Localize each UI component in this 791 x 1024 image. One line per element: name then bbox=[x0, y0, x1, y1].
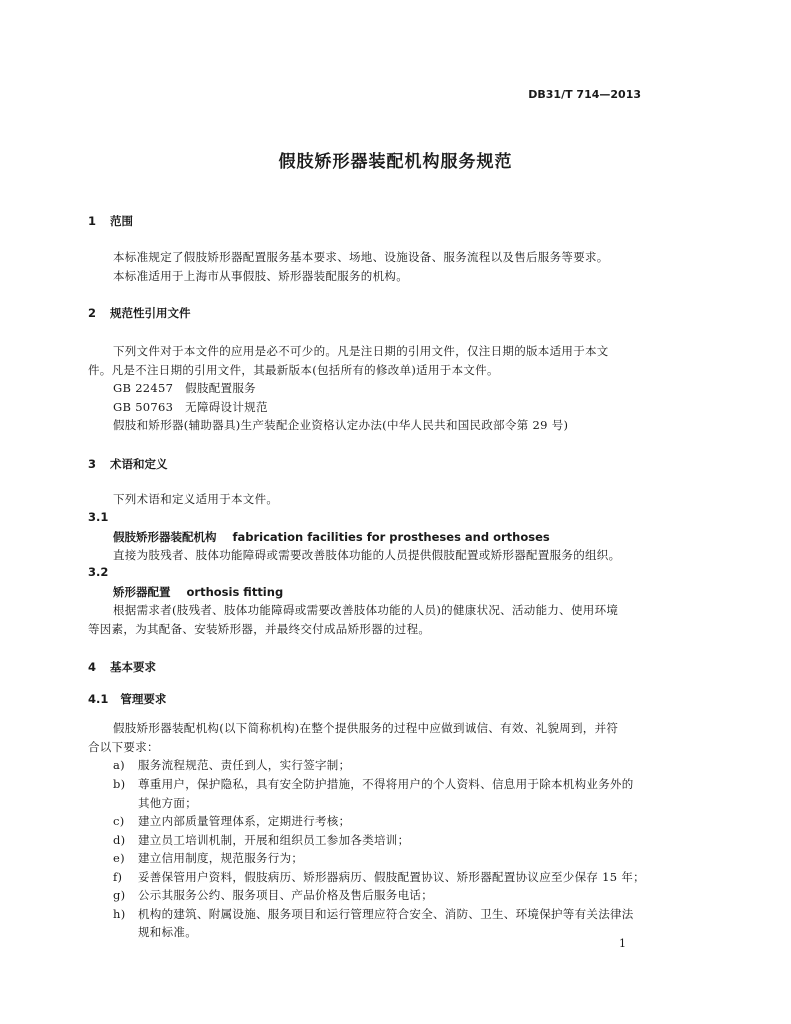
subsection-heading bbox=[88, 691, 166, 707]
list-label: f) bbox=[113, 870, 123, 884]
section-number: 1 bbox=[88, 214, 97, 228]
paragraph-continuation: 合以下要求： bbox=[88, 740, 159, 754]
list-item bbox=[113, 776, 634, 792]
list-item-continuation: 规和标准。 bbox=[138, 925, 197, 939]
term-en: orthosis fitting bbox=[186, 585, 284, 599]
term-heading bbox=[113, 529, 550, 545]
term-heading bbox=[113, 584, 283, 600]
term-zh: 矫形器配置 bbox=[113, 585, 171, 599]
page-number: 1 bbox=[619, 937, 626, 950]
paragraph: 下列文件对于本文件的应用是必不可少的。凡是注日期的引用文件，仅注日期的版本适用于本文 bbox=[113, 344, 609, 358]
section-number: 3 bbox=[88, 457, 97, 471]
paragraph: 本标准适用于上海市从事假肢、矫形器装配服务的机构。 bbox=[113, 269, 408, 283]
term-en: fabrication facilities for prostheses and orthoses bbox=[232, 530, 550, 544]
list-item bbox=[113, 887, 433, 903]
list-item-continuation: 其他方面； bbox=[138, 796, 197, 810]
list-item bbox=[113, 757, 350, 773]
term-zh: 假肢矫形器装配机构 bbox=[113, 530, 217, 544]
section-title: 基本要求 bbox=[110, 660, 156, 674]
list-text: 公示其服务公约、服务项目、产品价格及售后服务电话； bbox=[138, 888, 433, 902]
document-title: 假肢矫形器装配机构服务规范 bbox=[278, 152, 513, 172]
reference-name: 假肢配置服务 bbox=[185, 381, 256, 395]
list-item bbox=[113, 832, 409, 848]
reference-item: 假肢和矫形器(辅助器具)生产装配企业资格认定办法(中华人民共和国民政部令第 29 号) bbox=[113, 418, 569, 432]
list-text: 建立内部质量管理体系，定期进行考核； bbox=[138, 814, 351, 828]
list-label: a) bbox=[113, 758, 125, 772]
list-label: e) bbox=[113, 851, 125, 865]
list-item bbox=[113, 813, 350, 829]
subsection-number: 4.1 bbox=[88, 692, 109, 706]
reference-code: GB 50763 bbox=[113, 400, 174, 414]
list-text: 服务流程规范、责任到人，实行签字制； bbox=[138, 758, 351, 772]
reference-item bbox=[113, 380, 256, 396]
section-number: 2 bbox=[88, 306, 97, 320]
section-3-heading bbox=[88, 456, 168, 472]
list-label: c) bbox=[113, 814, 125, 828]
paragraph: 下列术语和定义适用于本文件。 bbox=[113, 492, 279, 506]
section-4-heading bbox=[88, 659, 156, 675]
section-number: 4 bbox=[88, 660, 97, 674]
subsection-title: 管理要求 bbox=[120, 692, 167, 706]
reference-name: 无障碍设计规范 bbox=[185, 400, 268, 414]
term-definition: 根据需求者(肢残者、肢体功能障碍或需要改善肢体功能的人员)的健康状况、活动能力、使用环境 bbox=[113, 603, 619, 617]
paragraph-continuation: 件。凡是不注日期的引用文件，其最新版本(包括所有的修改单)适用于本文件。 bbox=[88, 363, 499, 377]
section-2-heading bbox=[88, 305, 191, 321]
reference-item bbox=[113, 399, 268, 415]
list-label: b) bbox=[113, 777, 126, 791]
list-label: g) bbox=[113, 888, 126, 902]
section-title: 范围 bbox=[110, 214, 133, 228]
list-text: 建立员工培训机制，开展和组织员工参加各类培训； bbox=[138, 833, 410, 847]
standard-code: DB31/T 714—2013 bbox=[528, 88, 641, 101]
list-label: h) bbox=[113, 907, 126, 921]
list-item bbox=[113, 850, 303, 866]
paragraph: 本标准规定了假肢矫形器配置服务基本要求、场地、设施设备、服务流程以及售后服务等要求。 bbox=[113, 250, 609, 264]
section-1-heading bbox=[88, 213, 133, 229]
list-item bbox=[113, 906, 634, 922]
list-label: d) bbox=[113, 833, 126, 847]
list-text: 建立信用制度，规范服务行为； bbox=[138, 851, 304, 865]
term-definition-continuation: 等因素，为其配备、安装矫形器，并最终交付成品矫形器的过程。 bbox=[88, 622, 431, 636]
list-text: 机构的建筑、附属设施、服务项目和运行管理应符合安全、消防、卫生、环境保护等有关法律法 bbox=[138, 907, 634, 921]
section-title: 术语和定义 bbox=[110, 457, 168, 471]
list-item bbox=[113, 869, 645, 885]
list-text: 尊重用户，保护隐私，具有安全防护措施，不得将用户的个人资料、信息用于除本机构业务外的 bbox=[138, 777, 634, 791]
section-title: 规范性引用文件 bbox=[110, 306, 191, 320]
term-number: 3.2 bbox=[88, 565, 109, 579]
reference-code: GB 22457 bbox=[113, 381, 174, 395]
paragraph: 假肢矫形器装配机构(以下简称机构)在整个提供服务的过程中应做到诚信、有效、礼貌周到，并符 bbox=[113, 721, 619, 735]
list-text: 妥善保管用户资料，假肢病历、矫形器病历、假肢配置协议、矫形器配置协议应至少保存 15 年； bbox=[138, 870, 645, 884]
term-number: 3.1 bbox=[88, 510, 109, 524]
term-definition: 直接为肢残者、肢体功能障碍或需要改善肢体功能的人员提供假肢配置或矫形器配置服务的组织。 bbox=[113, 548, 621, 562]
